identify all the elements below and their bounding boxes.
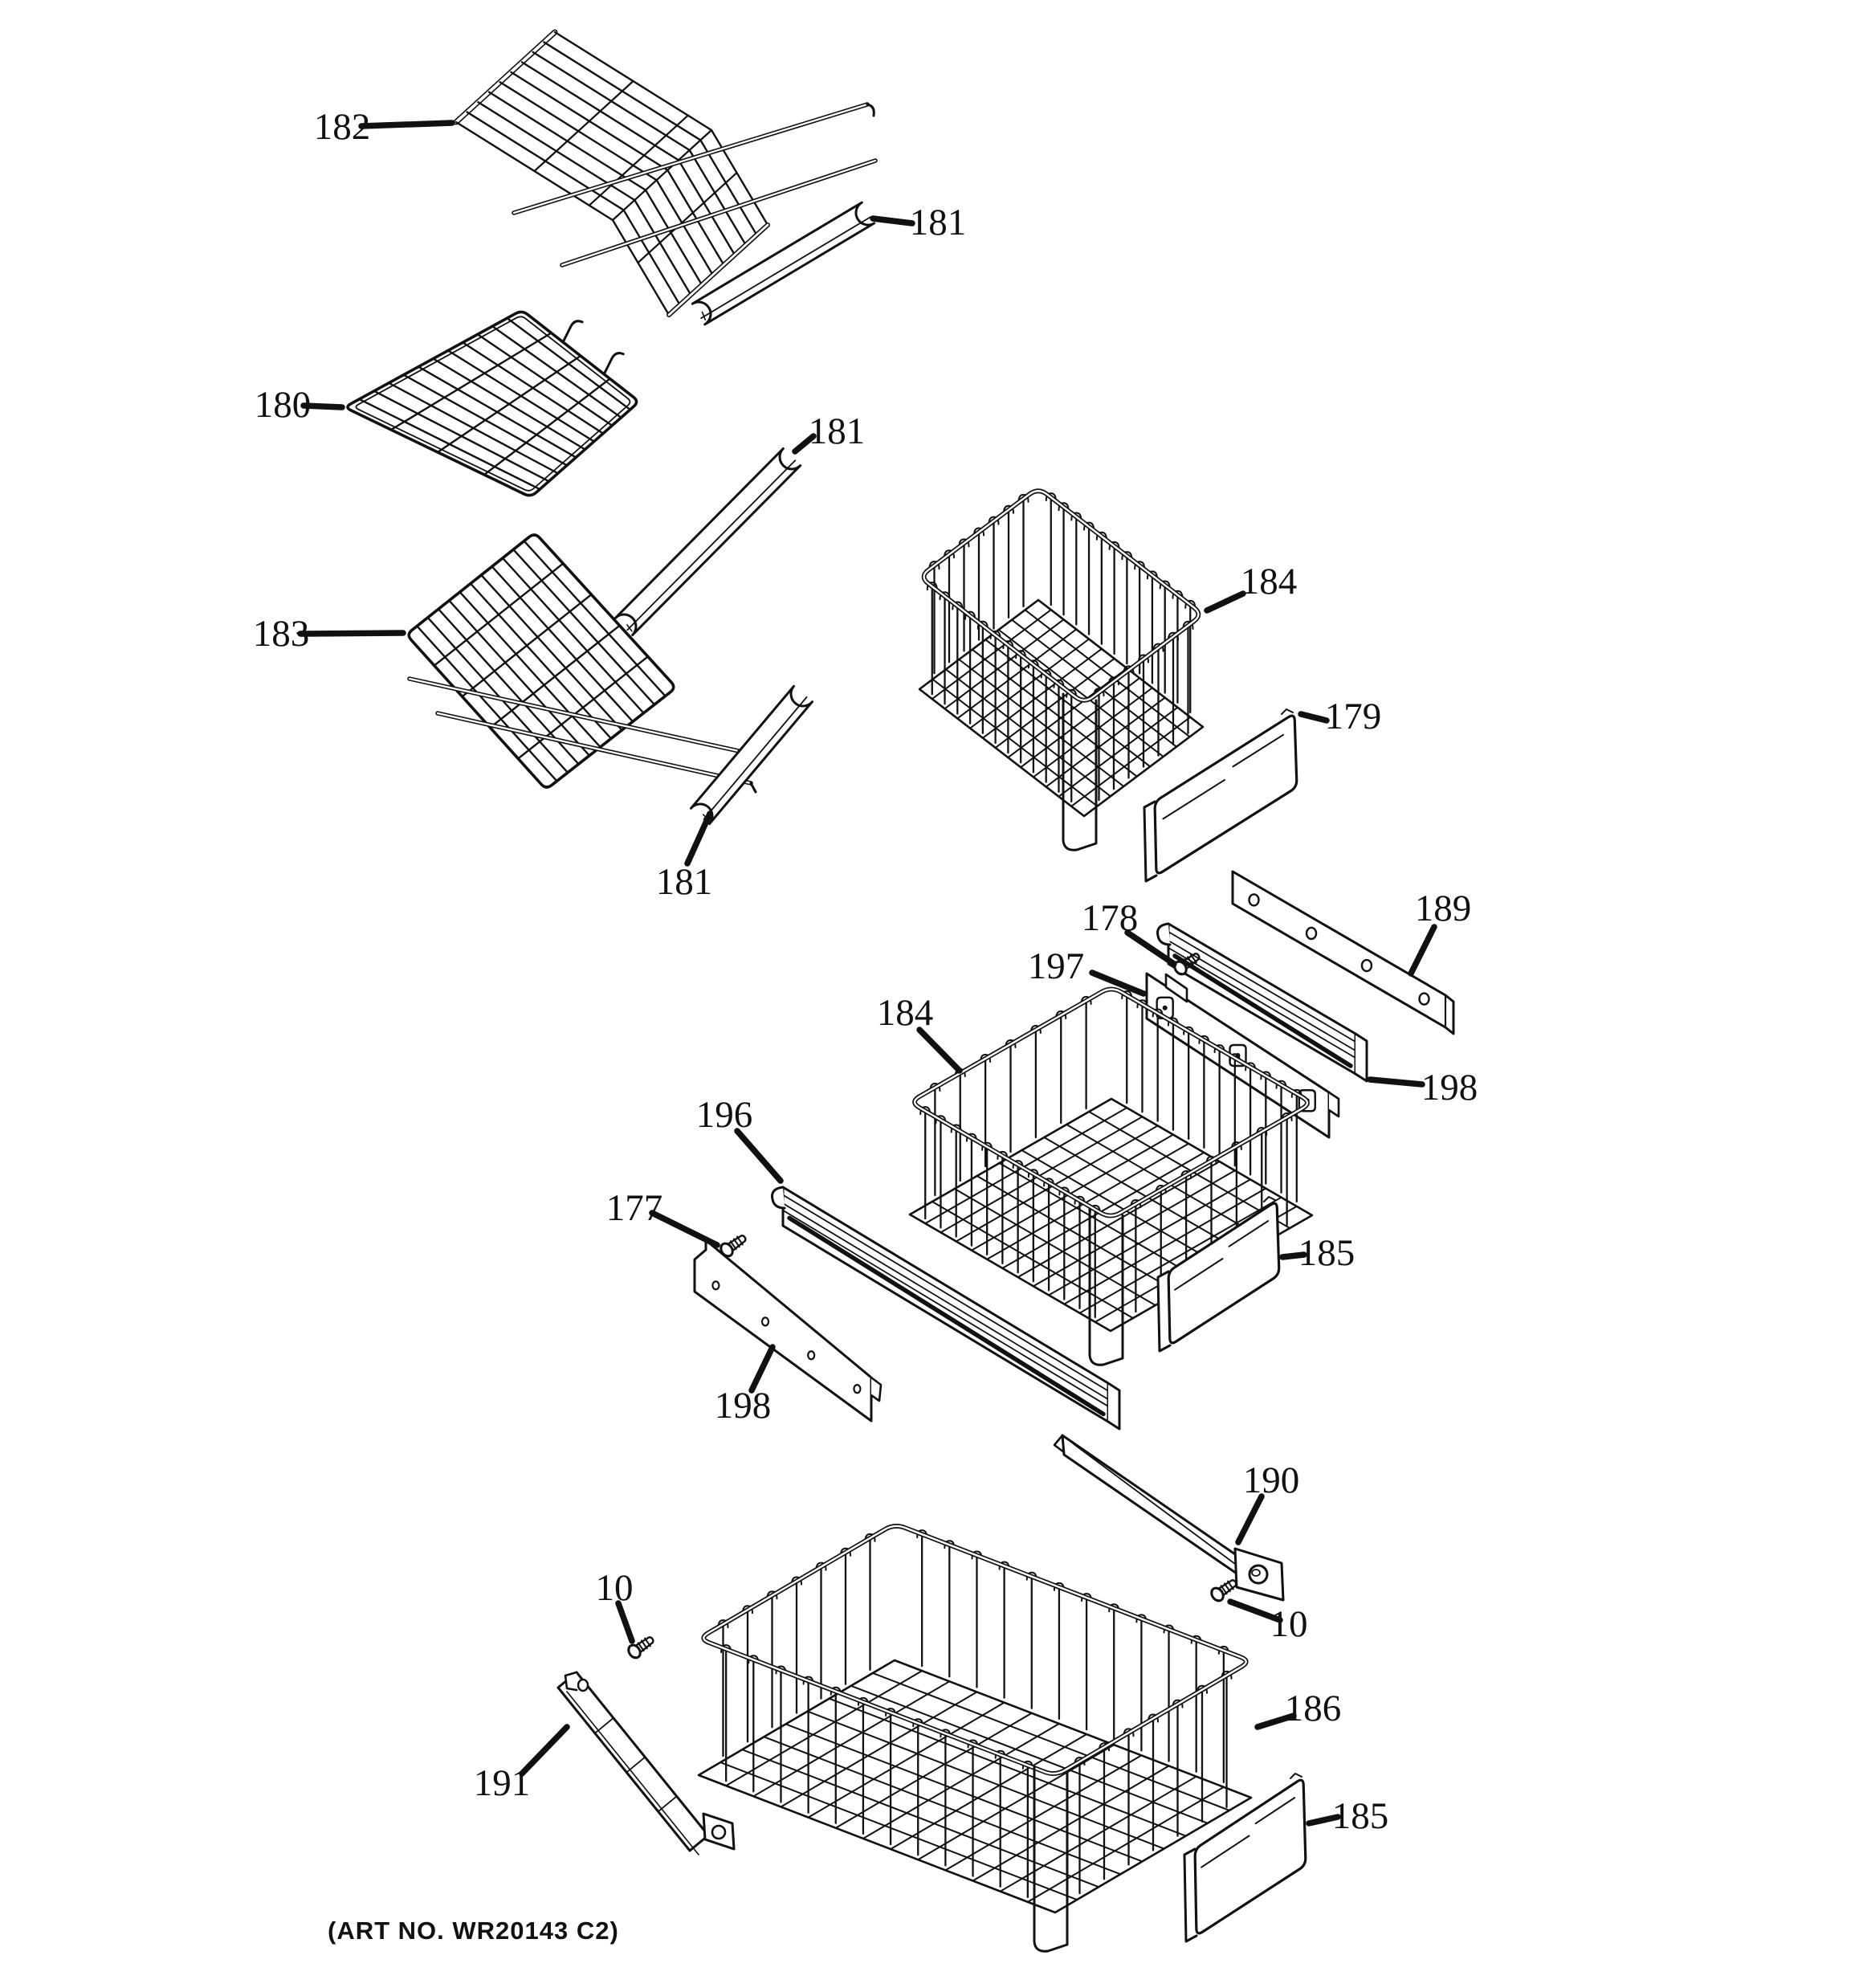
part-number-label: 180: [254, 384, 312, 426]
part-number-label: 198: [1421, 1067, 1478, 1108]
part-number-label: 184: [876, 992, 934, 1034]
part-number-label: 183: [252, 613, 310, 655]
part-number-label: 185: [1298, 1232, 1355, 1274]
part-number-label: 181: [909, 202, 967, 243]
part-number-label: 182: [313, 106, 371, 148]
part-number-label: 178: [1081, 897, 1139, 939]
part-number-label: 181: [655, 861, 713, 903]
part-number-label: 177: [605, 1187, 663, 1229]
part-number-label: 179: [1324, 696, 1382, 737]
leader-line: [300, 633, 403, 634]
part-number-label: 190: [1242, 1459, 1300, 1501]
part-number-label: 10: [1270, 1603, 1308, 1645]
part-number-label: 10: [595, 1567, 634, 1609]
part-number-label: 196: [695, 1094, 753, 1136]
part-number-label: 189: [1414, 888, 1472, 929]
part-number-label: 186: [1284, 1688, 1342, 1729]
leader-line: [361, 123, 452, 126]
part-number-label: 184: [1240, 561, 1298, 602]
part-number-label: 191: [473, 1762, 531, 1804]
part-number-label: 198: [714, 1385, 772, 1427]
part-number-label: 185: [1331, 1795, 1389, 1837]
part-number-label: 181: [808, 410, 866, 452]
part-number-label: 197: [1027, 945, 1085, 987]
art-number: (ART NO. WR20143 C2): [328, 1917, 619, 1945]
